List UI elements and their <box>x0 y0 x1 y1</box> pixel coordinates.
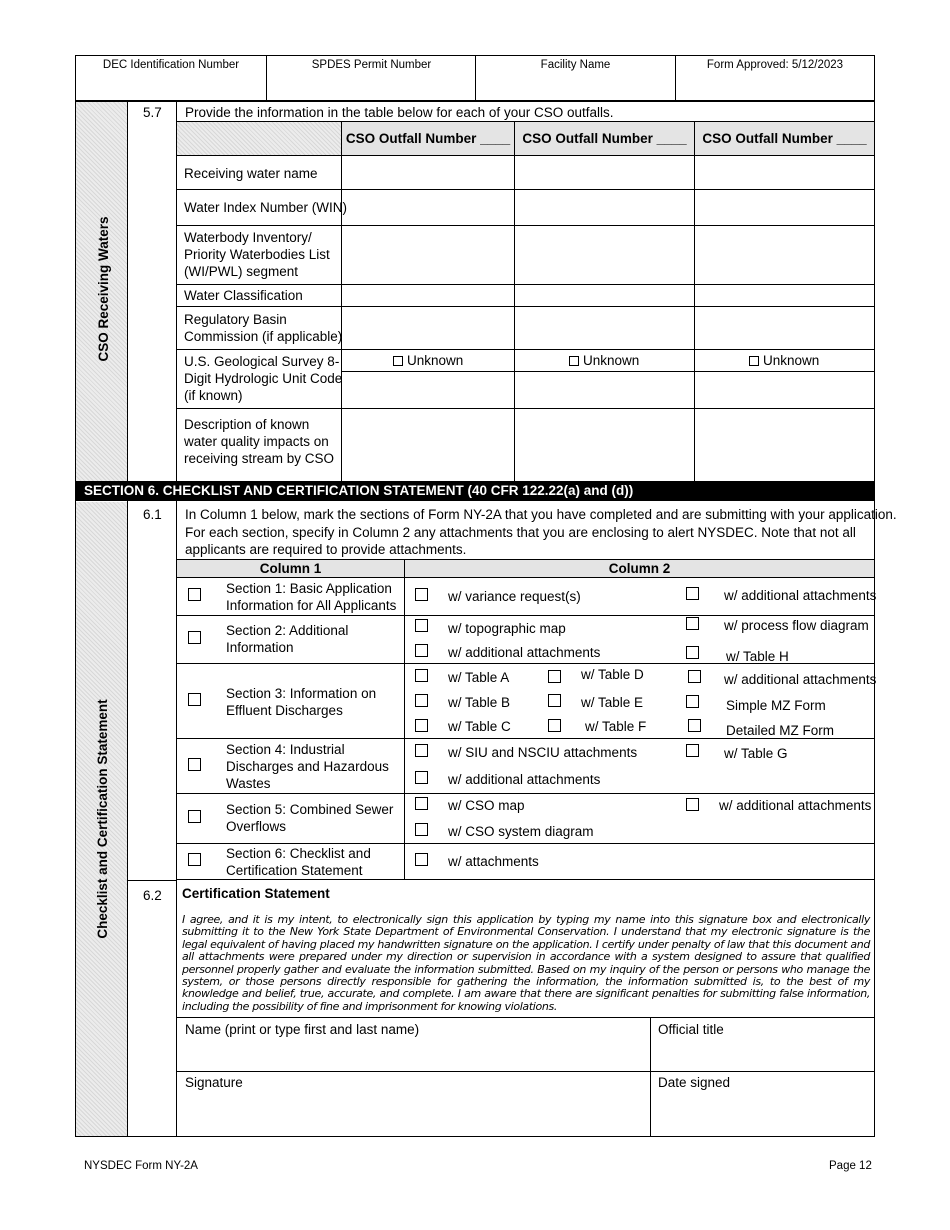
official-title-label: Official title <box>658 1022 724 1037</box>
form-approved: Form Approved: 5/12/2023 <box>706 59 844 71</box>
process-flow-checkbox[interactable] <box>686 617 699 630</box>
table-d-label: w/ Table D <box>581 667 644 682</box>
spdes-permit-label: SPDES Permit Number <box>311 59 432 71</box>
name-field[interactable] <box>185 1021 419 1038</box>
cso-map-label: w/ CSO map <box>448 798 525 813</box>
unknown-option-1[interactable]: Unknown <box>393 352 463 369</box>
official-title-field[interactable] <box>658 1021 724 1038</box>
detailed-mz-label: Detailed MZ Form <box>726 723 835 738</box>
usgs-label-2: Digit Hydrologic Unit Code <box>184 371 343 386</box>
section6-checkbox[interactable] <box>188 853 201 866</box>
section6-label-b: Certification Statement <box>226 863 363 878</box>
section1-label-b: Information for All Applicants <box>226 598 397 613</box>
cso-map-checkbox[interactable] <box>415 797 428 810</box>
column-1-header: Column 1 <box>177 560 404 577</box>
win-label: Water Index Number (WIN) <box>184 200 348 215</box>
page-number: Page 12 <box>829 1160 872 1172</box>
section4-label-c: Wastes <box>226 776 271 791</box>
section2-checkbox[interactable] <box>188 631 201 644</box>
section6-intro-2: For each section, specify in Column 2 any attachments that you are enclosing to alert NYSDEC. Note that not all <box>185 525 856 540</box>
simple-mz-label: Simple MZ Form <box>726 698 826 713</box>
table-c-label: w/ Table C <box>448 719 511 734</box>
signature-field[interactable] <box>185 1074 243 1091</box>
variance-label: w/ variance request(s) <box>448 589 581 604</box>
s3-additional-checkbox[interactable] <box>688 670 701 683</box>
s1-additional-label: w/ additional attachments <box>724 588 877 603</box>
section5-checkbox[interactable] <box>188 810 201 823</box>
usgs-label-1: U.S. Geological Survey 8- <box>184 354 340 369</box>
date-signed-label: Date signed <box>658 1075 731 1090</box>
usgs-label-3: (if known) <box>184 388 243 403</box>
section4-label-a: Section 4: Industrial <box>226 742 345 757</box>
section1-label-a: Section 1: Basic Application <box>226 581 392 596</box>
item-6-2: 6.2 <box>143 888 162 903</box>
table-f-checkbox[interactable] <box>548 719 561 732</box>
unknown-checkbox-3[interactable] <box>749 356 759 366</box>
cso-outfall-header-2: CSO Outfall Number ____ <box>515 122 694 155</box>
dec-id-label: DEC Identification Number <box>102 59 240 71</box>
desc-label-2: water quality impacts on <box>184 434 329 449</box>
simple-mz-checkbox[interactable] <box>686 695 699 708</box>
table-d-checkbox[interactable] <box>548 670 561 683</box>
section4-checkbox[interactable] <box>188 758 201 771</box>
detailed-mz-checkbox[interactable] <box>688 719 701 732</box>
unknown-checkbox-1[interactable] <box>393 356 403 366</box>
attachments-checkbox[interactable] <box>415 853 428 866</box>
process-flow-label: w/ process flow diagram <box>724 618 869 633</box>
table-a-label: w/ Table A <box>448 670 510 685</box>
table-g-checkbox[interactable] <box>686 744 699 757</box>
table-b-checkbox[interactable] <box>415 694 428 707</box>
section6-intro-3: applicants are required to provide attachments. <box>185 542 467 557</box>
form-header <box>75 55 875 101</box>
table-c-checkbox[interactable] <box>415 719 428 732</box>
wipwl-label-1: Waterbody Inventory/ <box>184 230 312 245</box>
cso-outfall-header-1: CSO Outfall Number ____ <box>342 122 514 155</box>
section3-label-a: Section 3: Information on <box>226 686 377 701</box>
section2-label-b: Information <box>226 640 294 655</box>
unknown-option-2[interactable]: Unknown <box>569 352 639 369</box>
topo-map-label: w/ topographic map <box>448 621 566 636</box>
table-g-label: w/ Table G <box>724 746 788 761</box>
section5-label-a: Section 5: Combined Sewer <box>226 802 394 817</box>
unknown-option-3[interactable]: Unknown <box>749 352 819 369</box>
basin-label-1: Regulatory Basin <box>184 312 287 327</box>
s1-additional-checkbox[interactable] <box>686 587 699 600</box>
section2-label-a: Section 2: Additional <box>226 623 349 638</box>
section5-instruction: Provide the information in the table below for each of your CSO outfalls. <box>185 105 614 120</box>
table-e-checkbox[interactable] <box>548 694 561 707</box>
certification-text: I agree, and it is my intent, to electronically sign this application by typing my name into this signature box and electronically submitting it to the New York State Department of Environmental Conservation. I understand that my electronic signature is the legal equivalent of having placed my handwritten signature on the application. I certify under penalty of law that this document and all attachments were prepared under my direction or supervision in accordance with a system designed to assure that qualified personnel properly gather and evaluate the information submitted. Based on my inquiry of the person or persons who manage the system, or those persons directly responsible for gathering the information, the information submitted is, to the best of my knowledge and belief, true, accurate, and complete. I am aware that there are significant penalties for submitting false information, including the possibility of fine and imprisonment for knowing violations. <box>182 913 870 1013</box>
item-6-1: 6.1 <box>143 507 162 522</box>
topo-map-checkbox[interactable] <box>415 619 428 632</box>
table-a-checkbox[interactable] <box>415 669 428 682</box>
s4-additional-label: w/ additional attachments <box>448 772 601 787</box>
facility-name-label: Facility Name <box>540 59 611 71</box>
desc-label-3: receiving stream by CSO <box>184 451 335 466</box>
table-e-label: w/ Table E <box>581 695 644 710</box>
table-b-label: w/ Table B <box>448 695 511 710</box>
section6-title: SECTION 6. CHECKLIST AND CERTIFICATION STATEMENT (40 CFR 122.22(a) and (d)) <box>76 481 874 501</box>
section3-label-b: Effluent Discharges <box>226 703 343 718</box>
variance-checkbox[interactable] <box>415 588 428 601</box>
cso-diagram-label: w/ CSO system diagram <box>448 824 594 839</box>
name-label: Name (print or type first and last name) <box>185 1022 420 1037</box>
cso-outfall-header-3: CSO Outfall Number ____ <box>695 122 874 155</box>
wipwl-label-2: Priority Waterbodies List <box>184 247 330 262</box>
wipwl-label-3: (WI/PWL) segment <box>184 264 299 279</box>
cso-diagram-checkbox[interactable] <box>415 823 428 836</box>
signature-label: Signature <box>185 1075 243 1090</box>
s4-additional-checkbox[interactable] <box>415 771 428 784</box>
item-5-7: 5.7 <box>143 105 162 120</box>
s3-additional-label: w/ additional attachments <box>724 672 877 687</box>
s2-additional-checkbox[interactable] <box>415 644 428 657</box>
water-classification-label: Water Classification <box>184 288 303 303</box>
section4-label-b: Discharges and Hazardous <box>226 759 389 774</box>
siu-checkbox[interactable] <box>415 744 428 757</box>
certification-title: Certification Statement <box>182 886 330 901</box>
section3-checkbox[interactable] <box>188 693 201 706</box>
table-h-checkbox[interactable] <box>686 646 699 659</box>
section6-intro-1: In Column 1 below, mark the sections of Form NY-2A that you have completed and are submitting with your application. <box>185 507 897 522</box>
section5-label-b: Overflows <box>226 819 287 834</box>
table-h-label: w/ Table H <box>726 649 789 664</box>
attachments-label: w/ attachments <box>448 854 539 869</box>
date-signed-field[interactable] <box>658 1074 730 1091</box>
section1-checkbox[interactable] <box>188 588 201 601</box>
siu-label: w/ SIU and NSCIU attachments <box>448 745 638 760</box>
receiving-water-name-label: Receiving water name <box>184 166 318 181</box>
basin-label-2: Commission (if applicable) <box>184 329 343 344</box>
column-2-header: Column 2 <box>405 560 874 577</box>
section6-label-a: Section 6: Checklist and <box>226 846 371 861</box>
table-f-label: w/ Table F <box>585 719 647 734</box>
checklist-certification-label: Checklist and Certification Statement <box>95 699 110 939</box>
s5-additional-label: w/ additional attachments <box>719 798 872 813</box>
s2-additional-label: w/ additional attachments <box>448 645 601 660</box>
form-name-footer: NYSDEC Form NY-2A <box>84 1160 198 1172</box>
cso-receiving-waters-label: CSO Receiving Waters <box>96 216 111 362</box>
unknown-checkbox-2[interactable] <box>569 356 579 366</box>
s5-additional-checkbox[interactable] <box>686 798 699 811</box>
desc-label-1: Description of known <box>184 417 310 432</box>
